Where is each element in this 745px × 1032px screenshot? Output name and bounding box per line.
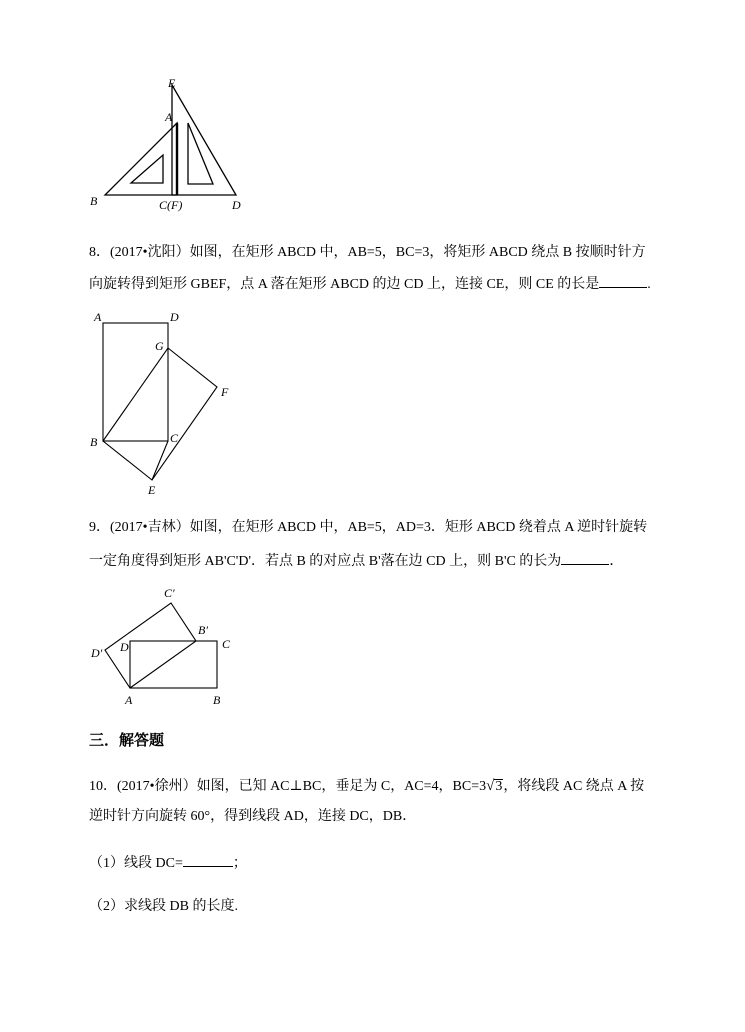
label-d: D: [120, 640, 129, 654]
inner-triangle-right: [188, 123, 213, 184]
sqrt-sign: √: [486, 778, 495, 794]
label-c-f: C(F): [159, 198, 183, 212]
label-e: E: [148, 483, 156, 497]
label-b: B: [90, 435, 98, 449]
q10-line1-text-b: ，将线段 AC 绕点 A 按: [503, 779, 645, 794]
inner-triangle-left: [131, 155, 163, 183]
sqrt-argument: 3: [495, 779, 503, 794]
q9-line2-text: 一定角度得到矩形 AB'C'D'．若点 B 的对应点 B'落在边 CD 上，则 B'C 的长为: [89, 554, 562, 569]
q10-line1: [89, 776, 644, 797]
q8-line2-end: .: [647, 277, 651, 292]
triangle-abc: [105, 123, 177, 195]
q10-part1-end: ；: [232, 856, 247, 871]
figure-set-squares: [88, 74, 258, 214]
q9-answer-blank[interactable]: [561, 550, 609, 565]
q10-part1: [89, 852, 247, 874]
label-d-prime: D′: [91, 646, 103, 660]
label-c: C: [222, 637, 231, 651]
figure-rotated-rectangle: [88, 308, 238, 498]
q10-line1-text-a: 10．(2017•徐州）如图，已知 AC⊥BC，垂足为 C，AC=4，BC=3: [89, 779, 487, 794]
figure-rectangle-rotation: [88, 583, 243, 713]
label-b: B: [213, 693, 221, 707]
label-d: D: [232, 198, 241, 212]
label-c-prime: C′: [164, 586, 175, 600]
q10-answer-blank[interactable]: [183, 852, 233, 867]
rectangle-abcd: [130, 641, 217, 688]
label-b-prime: B′: [198, 623, 208, 637]
rectangle-ab-c-d-prime: [105, 603, 196, 688]
q10-part2: （2）求线段 DB 的长度.: [89, 899, 238, 914]
label-c: C: [170, 431, 179, 445]
q10-line2: 逆时针方向旋转 60°，得到线段 AD，连接 DC，DB．: [89, 809, 417, 824]
q8-line2: [89, 273, 651, 295]
q10-part1-text: （1）线段 DC=: [89, 856, 183, 871]
q9-line2-end: ．: [609, 554, 624, 569]
section-title-answer-questions: 三．解答题: [89, 732, 165, 749]
label-f: F: [221, 385, 229, 399]
label-a: A: [165, 110, 173, 124]
label-a: A: [94, 310, 102, 324]
label-a: A: [125, 693, 133, 707]
q8-line1: 8．(2017•沈阳）如图，在矩形 ABCD 中，AB=5，BC=3，将矩形 ABCD 绕点 B 按顺时针方: [89, 245, 646, 260]
label-g: G: [155, 339, 164, 353]
q8-line2-text: 向旋转得到矩形 GBEF，点 A 落在矩形 ABCD 的边 CD 上，连接 CE，则 CE 的长是: [89, 277, 600, 292]
q9-line2: [89, 550, 623, 572]
q8-answer-blank[interactable]: [599, 273, 647, 288]
label-e: E: [168, 76, 176, 90]
triangle-edf: [172, 85, 236, 195]
q9-line1: 9．(2017•吉林）如图，在矩形 ABCD 中，AB=5，AD=3．矩形 ABCD 绕着点 A 逆时针旋转: [89, 520, 648, 535]
label-d: D: [170, 310, 179, 324]
label-b: B: [90, 194, 98, 208]
